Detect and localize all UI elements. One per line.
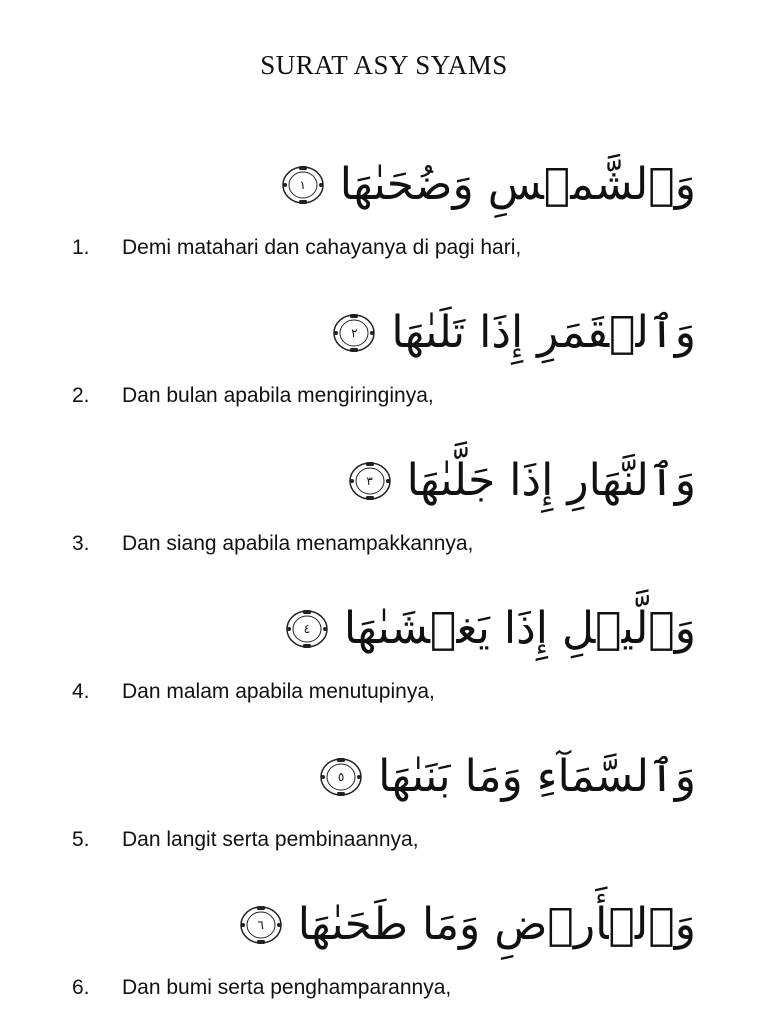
translation-line (72, 825, 419, 855)
translation-text: Dan langit serta pembinaannya, (122, 828, 419, 851)
arabic-verse-text: وَٱلنَّهَارِ إِذَا جَلَّىٰهَا (406, 455, 696, 506)
verse-number: 1. (72, 236, 90, 259)
ayah-number: ١ (299, 178, 306, 192)
verse-block (0, 436, 768, 586)
ayah-end-marker-icon (238, 902, 284, 948)
ayah-end-marker-icon (318, 754, 364, 800)
translation-line (72, 677, 435, 707)
ayah-end-marker-icon (284, 606, 330, 652)
verse-number: 3. (72, 532, 90, 555)
verse-number: 5. (72, 828, 90, 851)
translation-line (72, 973, 451, 1003)
arabic-verse-line (284, 584, 696, 674)
translation-text: Demi matahari dan cahayanya di pagi hari, (122, 236, 522, 259)
ayah-number: ٢ (351, 326, 358, 340)
arabic-verse-text: وَٱلۡأَرۡضِ وَمَا طَحَىٰهَا (297, 899, 696, 950)
arabic-verse-text: وَٱلشَّمۡسِ وَضُحَىٰهَا (339, 159, 696, 210)
arabic-verse-text: وَٱلَّيۡلِ إِذَا يَغۡشَىٰهَا (343, 603, 696, 654)
arabic-verse-line (280, 140, 696, 230)
verse-block (0, 880, 768, 1030)
page-title: SURAT ASY SYAMS (260, 50, 508, 80)
arabic-verse-text: وَٱلۡقَمَرِ إِذَا تَلَىٰهَا (391, 307, 696, 358)
verse-block (0, 732, 768, 882)
ayah-end-marker-icon (331, 310, 377, 356)
verse-number: 4. (72, 680, 90, 703)
verse-block (0, 140, 768, 290)
ayah-number: ٦ (257, 918, 264, 932)
arabic-verse-line (331, 288, 696, 378)
translation-text: Dan bumi serta penghamparannya, (122, 976, 452, 999)
translation-text: Dan siang apabila menampakkannya, (122, 532, 474, 555)
ayah-end-marker-icon (347, 458, 393, 504)
translation-text: Dan bulan apabila mengiringinya, (122, 384, 434, 407)
arabic-verse-line (318, 732, 696, 822)
ayah-number: ٤ (303, 622, 311, 636)
verse-number: 2. (72, 384, 90, 407)
arabic-verse-text: وَٱلسَّمَآءِ وَمَا بَنَىٰهَا (378, 751, 696, 802)
verse-block (0, 584, 768, 734)
verse-block (0, 288, 768, 438)
arabic-verse-line (347, 436, 696, 526)
arabic-verse-line (238, 880, 696, 970)
translation-line (72, 529, 473, 559)
translation-text: Dan malam apabila menutupinya, (122, 680, 435, 703)
ayah-number: ٣ (366, 474, 373, 488)
translation-line (72, 233, 521, 263)
verse-number: 6. (72, 976, 90, 999)
ayah-number: ٥ (337, 770, 345, 784)
ayah-end-marker-icon (280, 162, 326, 208)
translation-line (72, 381, 434, 411)
